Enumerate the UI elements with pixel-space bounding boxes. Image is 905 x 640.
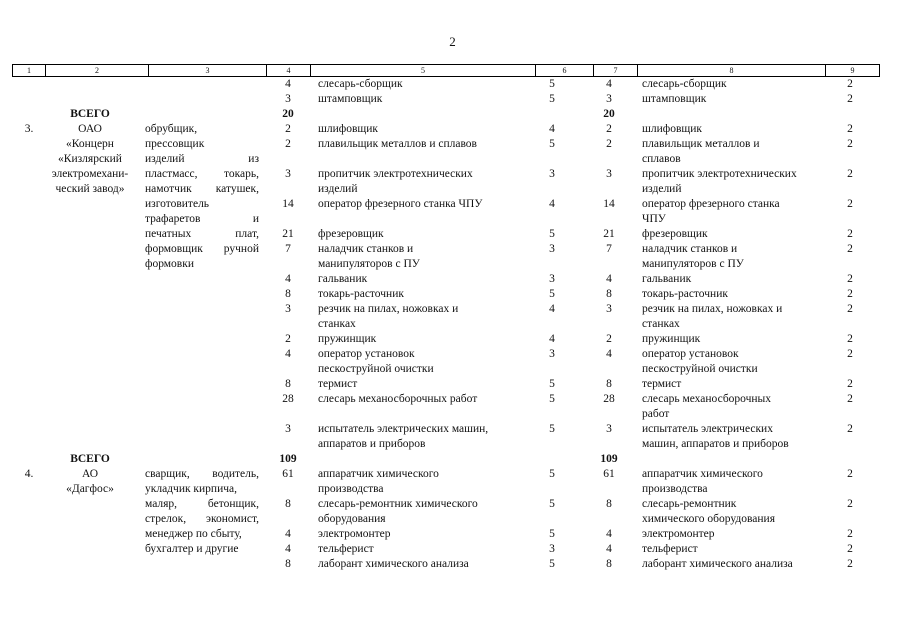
quantity-cell: 8 xyxy=(285,378,291,390)
class-cell: 2 xyxy=(847,498,853,510)
class-cell: 2 xyxy=(847,543,853,555)
column-number-4: 4 xyxy=(266,65,310,76)
column-number-5: 5 xyxy=(310,65,535,76)
profession-cell: пропитчик электротехнических xyxy=(318,168,473,180)
profession-cell-2: гальваник xyxy=(642,273,692,285)
quantity-cell: 21 xyxy=(282,228,294,240)
profession-cell-2: изделий xyxy=(642,183,682,195)
quantity-cell-2: 2 xyxy=(606,333,612,345)
class-cell: 2 xyxy=(847,228,853,240)
profession-cell-2: электромонтер xyxy=(642,528,715,540)
profession-cell-2: химического оборудования xyxy=(642,513,775,525)
profession-cell: аппаратчик химического xyxy=(318,468,439,480)
column-number-8: 8 xyxy=(637,65,825,76)
quantity-cell-2: 3 xyxy=(606,168,612,180)
quantity-cell: 4 xyxy=(285,528,291,540)
profession-cell: лаборант химического анализа xyxy=(318,558,469,570)
hazard-class-cell: 4 xyxy=(549,123,555,135)
quantity-cell-2: 8 xyxy=(606,378,612,390)
quantity-cell-2: 20 xyxy=(603,108,615,120)
profession-cell: резчик на пилах, ножовках и xyxy=(318,303,459,315)
quantity-cell-2: 21 xyxy=(603,228,615,240)
hazard-class-cell: 4 xyxy=(549,303,555,315)
profession-cell-2: слесарь-сборщик xyxy=(642,78,727,90)
profession-cell: производства xyxy=(318,483,384,495)
profession-cell-2: резчик на пилах, ножовках и xyxy=(642,303,783,315)
hazard-class-cell: 5 xyxy=(549,393,555,405)
class-cell: 2 xyxy=(847,378,853,390)
other-professions-cell: пластмасс, токарь, xyxy=(145,168,259,180)
quantity-cell-2: 61 xyxy=(603,468,615,480)
quantity-cell-2: 7 xyxy=(606,243,612,255)
quantity-cell-2: 4 xyxy=(606,528,612,540)
class-cell: 2 xyxy=(847,468,853,480)
profession-cell: оператор фрезерного станка ЧПУ xyxy=(318,198,483,210)
profession-cell-2: плавильщик металлов и xyxy=(642,138,760,150)
other-professions-cell: формовки xyxy=(145,258,194,270)
quantity-cell: 109 xyxy=(279,453,297,465)
profession-cell-2: испытатель электрических xyxy=(642,423,773,435)
organization-cell: ВСЕГО xyxy=(70,453,110,465)
quantity-cell-2: 8 xyxy=(606,558,612,570)
class-cell: 2 xyxy=(847,168,853,180)
hazard-class-cell: 5 xyxy=(549,558,555,570)
profession-cell: слесарь механосборочных работ xyxy=(318,393,478,405)
other-professions-cell: сварщик, водитель, xyxy=(145,468,259,480)
column-number-7: 7 xyxy=(593,65,637,76)
other-professions-cell: обрубщик, xyxy=(145,123,198,135)
organization-cell: ВСЕГО xyxy=(70,108,110,120)
row-number-cell: 4. xyxy=(24,468,34,480)
quantity-cell: 28 xyxy=(282,393,294,405)
hazard-class-cell: 3 xyxy=(549,243,555,255)
hazard-class-cell: 5 xyxy=(549,423,555,435)
quantity-cell-2: 4 xyxy=(606,273,612,285)
hazard-class-cell: 3 xyxy=(549,168,555,180)
other-professions-cell: менеджер по сбыту, xyxy=(145,528,242,540)
other-professions-cell: изготовитель xyxy=(145,198,210,210)
class-cell: 2 xyxy=(847,423,853,435)
hazard-class-cell: 5 xyxy=(549,93,555,105)
quantity-cell: 4 xyxy=(285,78,291,90)
profession-cell-2: штамповщик xyxy=(642,93,707,105)
profession-cell: гальваник xyxy=(318,273,368,285)
organization-cell: ческий завод» xyxy=(55,183,125,195)
quantity-cell: 4 xyxy=(285,348,291,360)
profession-cell-2: пружинщик xyxy=(642,333,701,345)
profession-cell-2: наладчик станков и xyxy=(642,243,738,255)
other-professions-cell: прессовщик xyxy=(145,138,205,150)
profession-cell: оборудования xyxy=(318,513,386,525)
class-cell: 2 xyxy=(847,138,853,150)
column-number-9: 9 xyxy=(825,65,880,76)
profession-cell: плавильщик металлов и сплавов xyxy=(318,138,477,150)
organization-cell: «Кизлярский xyxy=(58,153,122,165)
profession-cell: оператор установок xyxy=(318,348,415,360)
organization-cell: «Концерн xyxy=(66,138,114,150)
quantity-cell: 20 xyxy=(282,108,294,120)
quantity-cell: 3 xyxy=(285,423,291,435)
other-professions-cell: формовщик ручной xyxy=(145,243,259,255)
column-number-3: 3 xyxy=(148,65,266,76)
quantity-cell-2: 14 xyxy=(603,198,615,210)
quantity-cell: 61 xyxy=(282,468,294,480)
profession-cell: термист xyxy=(318,378,358,390)
class-cell: 2 xyxy=(847,243,853,255)
profession-cell-2: токарь-расточник xyxy=(642,288,728,300)
profession-cell: фрезеровщик xyxy=(318,228,384,240)
profession-cell-2: станках xyxy=(642,318,680,330)
class-cell: 2 xyxy=(847,93,853,105)
profession-cell-2: термист xyxy=(642,378,682,390)
organization-cell: «Дагфос» xyxy=(66,483,114,495)
profession-cell-2: манипуляторов с ПУ xyxy=(642,258,744,270)
quantity-cell: 2 xyxy=(285,123,291,135)
profession-cell-2: лаборант химического анализа xyxy=(642,558,793,570)
profession-cell-2: фрезеровщик xyxy=(642,228,708,240)
profession-cell: слесарь-ремонтник химического xyxy=(318,498,478,510)
hazard-class-cell: 3 xyxy=(549,348,555,360)
profession-cell: токарь-расточник xyxy=(318,288,404,300)
profession-cell: шлифовщик xyxy=(318,123,378,135)
quantity-cell: 2 xyxy=(285,138,291,150)
column-number-2: 2 xyxy=(45,65,148,76)
class-cell: 2 xyxy=(847,288,853,300)
profession-cell: пружинщик xyxy=(318,333,377,345)
quantity-cell: 8 xyxy=(285,288,291,300)
profession-cell-2: сплавов xyxy=(642,153,681,165)
profession-cell-2: пропитчик электротехнических xyxy=(642,168,797,180)
hazard-class-cell: 5 xyxy=(549,498,555,510)
quantity-cell: 8 xyxy=(285,498,291,510)
column-number-6: 6 xyxy=(535,65,593,76)
quantity-cell-2: 3 xyxy=(606,93,612,105)
row-number-cell: 3. xyxy=(24,123,34,135)
profession-cell: тельферист xyxy=(318,543,374,555)
profession-cell-2: машин, аппаратов и приборов xyxy=(642,438,789,450)
profession-cell: штамповщик xyxy=(318,93,383,105)
quantity-cell: 4 xyxy=(285,543,291,555)
profession-cell-2: шлифовщик xyxy=(642,123,702,135)
quantity-cell: 4 xyxy=(285,273,291,285)
profession-cell-2: производства xyxy=(642,483,708,495)
other-professions-cell: намотчик катушек, xyxy=(145,183,259,195)
profession-cell-2: слесарь-ремонтник xyxy=(642,498,737,510)
hazard-class-cell: 3 xyxy=(549,273,555,285)
profession-cell: манипуляторов с ПУ xyxy=(318,258,420,270)
class-cell: 2 xyxy=(847,393,853,405)
profession-cell-2: слесарь механосборочных xyxy=(642,393,772,405)
page-number: 2 xyxy=(449,34,456,49)
quantity-cell-2: 3 xyxy=(606,423,612,435)
quantity-cell-2: 109 xyxy=(600,453,618,465)
profession-cell-2: пескоструйной очистки xyxy=(642,363,758,375)
other-professions-cell: укладчик кирпича, xyxy=(145,483,237,495)
hazard-class-cell: 4 xyxy=(549,198,555,210)
other-professions-cell: печатных плат, xyxy=(145,228,259,240)
quantity-cell-2: 8 xyxy=(606,498,612,510)
quantity-cell-2: 8 xyxy=(606,288,612,300)
profession-cell-2: ЧПУ xyxy=(642,213,666,225)
class-cell: 2 xyxy=(847,123,853,135)
other-professions-cell: трафаретов и xyxy=(145,213,259,225)
profession-cell-2: аппаратчик химического xyxy=(642,468,763,480)
hazard-class-cell: 5 xyxy=(549,78,555,90)
quantity-cell-2: 4 xyxy=(606,78,612,90)
organization-cell: АО xyxy=(81,468,99,480)
class-cell: 2 xyxy=(847,348,853,360)
quantity-cell: 8 xyxy=(285,558,291,570)
quantity-cell: 7 xyxy=(285,243,291,255)
quantity-cell-2: 28 xyxy=(603,393,615,405)
class-cell: 2 xyxy=(847,273,853,285)
hazard-class-cell: 3 xyxy=(549,543,555,555)
profession-cell: пескоструйной очистки xyxy=(318,363,434,375)
class-cell: 2 xyxy=(847,303,853,315)
class-cell: 2 xyxy=(847,558,853,570)
hazard-class-cell: 5 xyxy=(549,378,555,390)
quantity-cell: 3 xyxy=(285,168,291,180)
profession-cell-2: оператор фрезерного станка xyxy=(642,198,780,210)
profession-cell-2: работ xyxy=(642,408,670,420)
profession-cell: наладчик станков и xyxy=(318,243,414,255)
other-professions-cell: изделий из xyxy=(145,153,259,165)
quantity-cell-2: 4 xyxy=(606,348,612,360)
profession-cell: электромонтер xyxy=(318,528,391,540)
hazard-class-cell: 5 xyxy=(549,528,555,540)
profession-cell-2: тельферист xyxy=(642,543,698,555)
other-professions-cell: стрелок, экономист, xyxy=(145,513,259,525)
class-cell: 2 xyxy=(847,528,853,540)
profession-cell: изделий xyxy=(318,183,358,195)
quantity-cell-2: 3 xyxy=(606,303,612,315)
other-professions-cell: маляр, бетонщик, xyxy=(145,498,259,510)
profession-cell: слесарь-сборщик xyxy=(318,78,403,90)
class-cell: 2 xyxy=(847,78,853,90)
quantity-cell: 2 xyxy=(285,333,291,345)
other-professions-cell: бухгалтер и другие xyxy=(145,543,239,555)
hazard-class-cell: 5 xyxy=(549,468,555,480)
column-number-1: 1 xyxy=(12,65,45,76)
hazard-class-cell: 5 xyxy=(549,228,555,240)
class-cell: 2 xyxy=(847,333,853,345)
quantity-cell-2: 4 xyxy=(606,543,612,555)
organization-cell: ОАО xyxy=(78,123,102,135)
class-cell: 2 xyxy=(847,198,853,210)
profession-cell-2: оператор установок xyxy=(642,348,739,360)
quantity-cell-2: 2 xyxy=(606,123,612,135)
hazard-class-cell: 5 xyxy=(549,138,555,150)
hazard-class-cell: 4 xyxy=(549,333,555,345)
hazard-class-cell: 5 xyxy=(549,288,555,300)
profession-cell: аппаратов и приборов xyxy=(318,438,426,450)
quantity-cell: 14 xyxy=(282,198,294,210)
quantity-cell: 3 xyxy=(285,93,291,105)
profession-cell: станках xyxy=(318,318,356,330)
quantity-cell-2: 2 xyxy=(606,138,612,150)
profession-cell: испытатель электрических машин, xyxy=(318,423,489,435)
organization-cell: электромехани- xyxy=(51,168,129,180)
quantity-cell: 3 xyxy=(285,303,291,315)
